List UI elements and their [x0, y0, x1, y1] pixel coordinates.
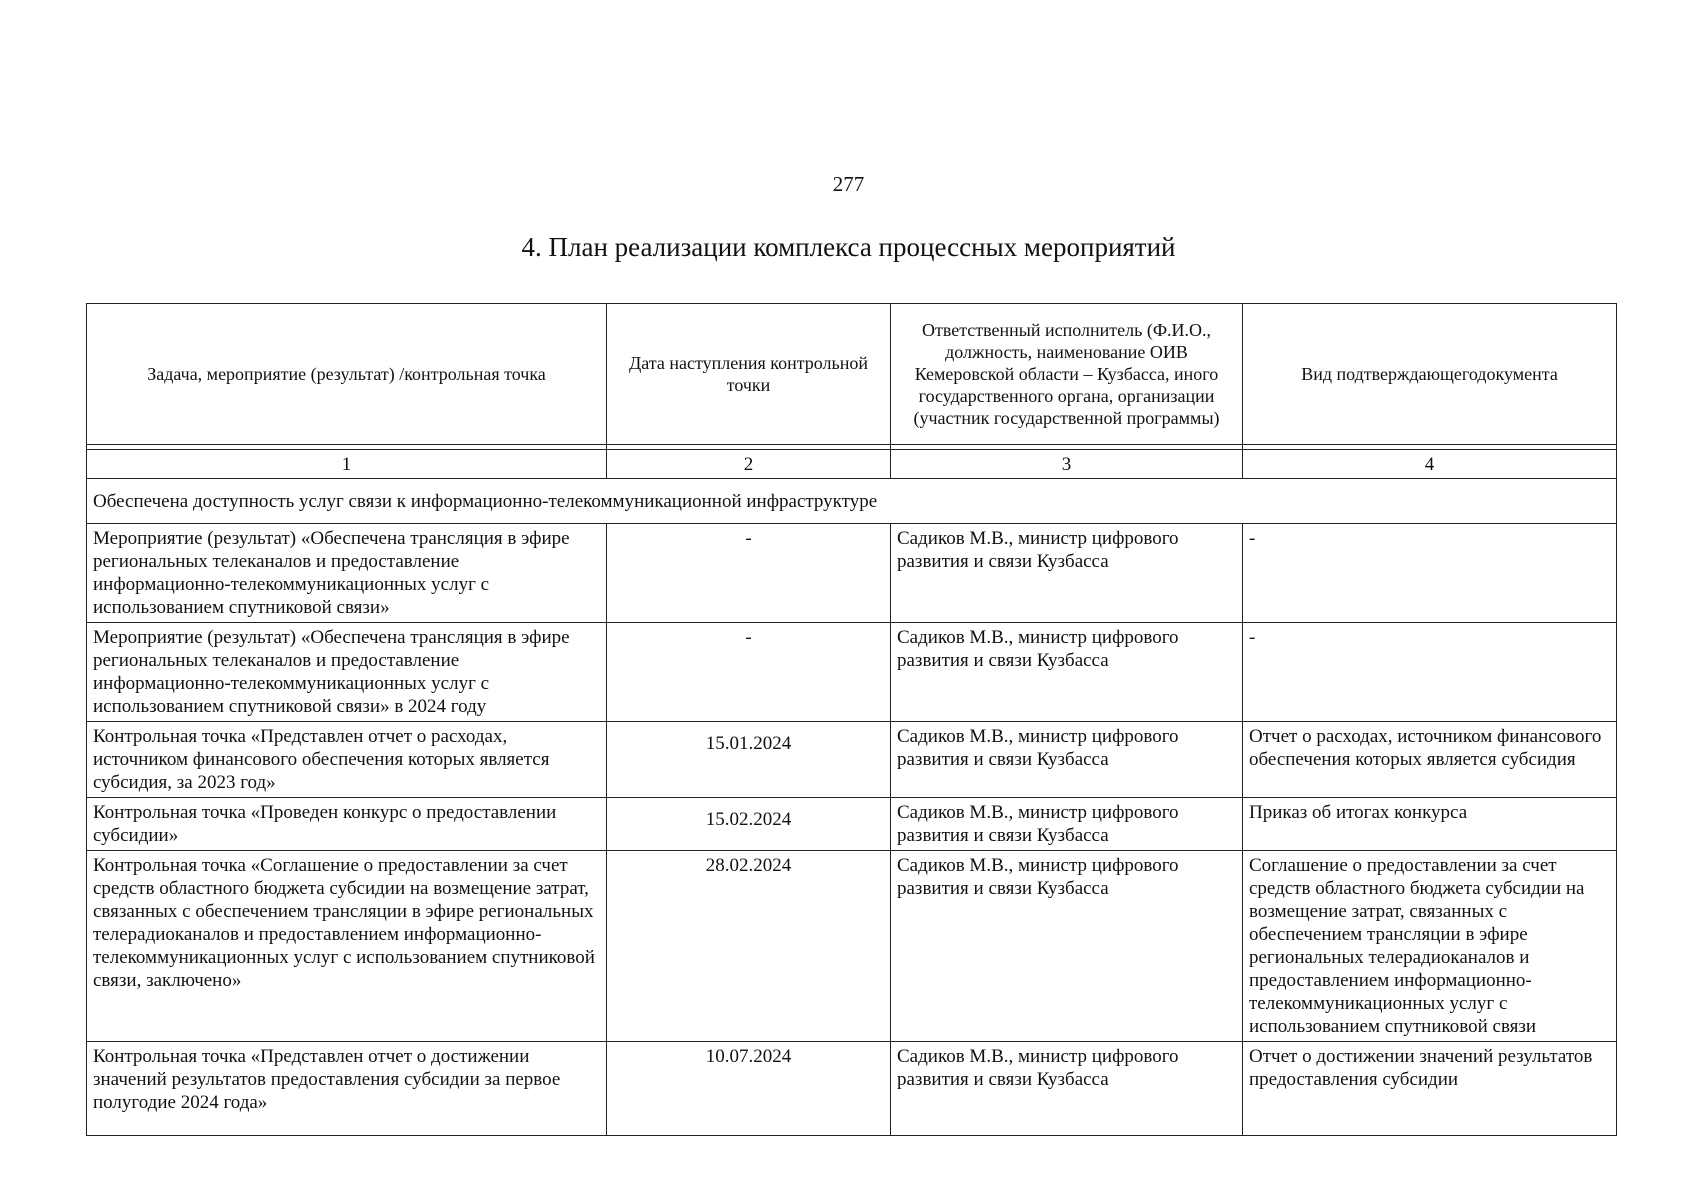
responsible-cell: Садиков М.В., министр цифрового развития и связи Кузбасса	[891, 623, 1243, 722]
column-number: 3	[891, 450, 1243, 479]
document-cell: Приказ об итогах конкурса	[1243, 798, 1617, 851]
item-cell: Мероприятие (результат) «Обеспечена трансляция в эфире региональных телеканалов и предоставление информационно-телекоммуникационных услуг с использованием спутниковой связи» в 2024 году	[87, 623, 607, 722]
table-row	[87, 851, 1617, 1042]
column-number: 1	[87, 450, 607, 479]
date-cell: -	[607, 623, 891, 722]
task-row	[87, 479, 1617, 524]
header-document: Вид подтверждающегодокумента	[1243, 304, 1617, 445]
responsible-cell: Садиков М.В., министр цифрового развития и связи Кузбасса	[891, 1042, 1243, 1136]
table-row	[87, 524, 1617, 623]
responsible-cell: Садиков М.В., министр цифрового развития и связи Кузбасса	[891, 524, 1243, 623]
table-row	[87, 1042, 1617, 1136]
date-cell: 28.02.2024	[607, 851, 891, 1042]
item-cell: Контрольная точка «Представлен отчет о достижении значений результатов предоставления субсидии за первое полугодие 2024 года»	[87, 1042, 607, 1136]
document-cell: Отчет о расходах, источником финансового обеспечения которых является субсидия	[1243, 722, 1617, 798]
table-row	[87, 798, 1617, 851]
document-cell: Соглашение о предоставлении за счет средств областного бюджета субсидии на возмещение затрат, связанных с обеспечением трансляции в эфире региональных телерадиоканалов и предоставлением информационно-телекоммуникационных услуг с использованием спутниковой связи	[1243, 851, 1617, 1042]
task-title: Обеспечена доступность услуг связи к информационно-телекоммуникационной инфраструктуре	[87, 479, 1617, 524]
table-header-row	[87, 304, 1617, 445]
date-cell: -	[607, 524, 891, 623]
document-cell: -	[1243, 623, 1617, 722]
date-cell: 15.01.2024	[607, 722, 891, 798]
responsible-cell: Садиков М.В., министр цифрового развития и связи Кузбасса	[891, 851, 1243, 1042]
header-task: Задача, мероприятие (результат) /контрольная точка	[87, 304, 607, 445]
column-number: 4	[1243, 450, 1617, 479]
item-cell: Контрольная точка «Представлен отчет о расходах, источником финансового обеспечения которых является субсидия, за 2023 год»	[87, 722, 607, 798]
header-responsible: Ответственный исполнитель (Ф.И.О., должность, наименование ОИВ Кемеровской области – Кузбасса, иного государственного органа, организации (участник государственной программы)	[891, 304, 1243, 445]
item-cell: Мероприятие (результат) «Обеспечена трансляция в эфире региональных телеканалов и предоставление информационно-телекоммуникационных услуг с использованием спутниковой связи»	[87, 524, 607, 623]
responsible-cell: Садиков М.В., министр цифрового развития и связи Кузбасса	[891, 722, 1243, 798]
date-cell: 15.02.2024	[607, 798, 891, 851]
column-number-row	[87, 450, 1617, 479]
responsible-cell: Садиков М.В., министр цифрового развития и связи Кузбасса	[891, 798, 1243, 851]
column-number: 2	[607, 450, 891, 479]
date-cell: 10.07.2024	[607, 1042, 891, 1136]
page-number: 277	[832, 172, 865, 196]
table-row	[87, 722, 1617, 798]
plan-table	[86, 303, 1617, 1136]
header-date: Дата наступления контрольной точки	[607, 304, 891, 445]
document-cell: Отчет о достижении значений результатов предоставления субсидии	[1243, 1042, 1617, 1136]
item-cell: Контрольная точка «Соглашение о предоставлении за счет средств областного бюджета субсидии на возмещение затрат, связанных с обеспечением трансляции в эфире региональных телерадиоканалов и предоставлением информационно-телекоммуникационных услуг с использованием спутниковой связи, заключено»	[87, 851, 607, 1042]
item-cell: Контрольная точка «Проведен конкурс о предоставлении субсидии»	[87, 798, 607, 851]
section-title: 4. План реализации комплекса процессных мероприятий	[521, 232, 1176, 262]
table-row	[87, 623, 1617, 722]
document-cell: -	[1243, 524, 1617, 623]
